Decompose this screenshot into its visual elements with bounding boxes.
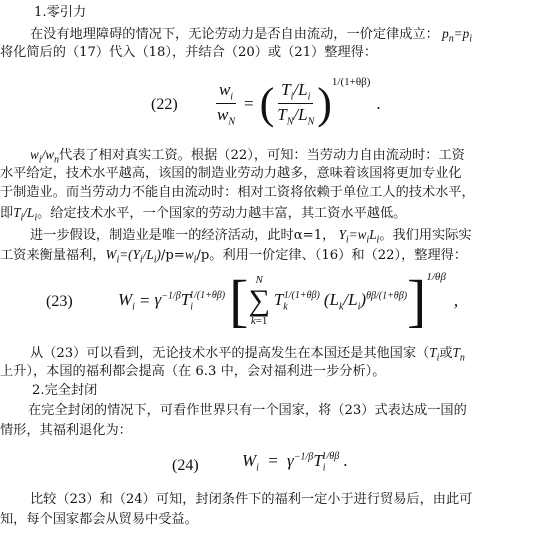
text-span: 从（23）可以看到，无论技术水平的提高发生在本国还是其他国家（ bbox=[30, 346, 430, 361]
math-inline: $T_n$ bbox=[452, 345, 465, 364]
paragraph-line: 知，每个国家都会从贸易中受益。 bbox=[0, 512, 198, 527]
equation-body: $W_i$ = $\gamma^{-1/\beta}T_i^{1/(1+\theta\beta)}$ [ N ∑ k=1 $T_k^{1/(1+\theta\beta)}$ $(L_k/L_i)^{\theta\beta/(1+\theta\beta)}$ ] 1/θβ , bbox=[118, 268, 459, 333]
paragraph-line: 情形，其福利退化为： bbox=[0, 423, 132, 438]
math-inline: $Y_i=w_iL_i$ bbox=[335, 227, 380, 246]
text-span: 或 bbox=[439, 346, 453, 361]
equation-24 bbox=[0, 447, 556, 483]
fraction: $\frac{w_i}{w_N}$ bbox=[217, 80, 236, 128]
text-span: /p= bbox=[160, 248, 185, 263]
math-inline: $W_i=(Y_i/L_i)$ bbox=[105, 247, 161, 266]
text-span: 在没有地理障碍的情况下，无论劳动力是否自由流动，一价定律成立： bbox=[30, 27, 439, 42]
math-inline: $T_i/L_i$ bbox=[13, 205, 38, 224]
paragraph-line bbox=[0, 246, 556, 270]
paragraph-line: 于制造业。而当劳动力不能自由流动时：相对工资将依赖于单位工人的技术水平， bbox=[0, 185, 475, 200]
summation: N ∑ k=1 bbox=[248, 274, 270, 327]
paragraph-line: 比较（23）和（24）可知，封闭条件下的福利一定小于进行贸易后，由此可 bbox=[30, 492, 473, 507]
text-span: /p。利用一价定律、（16）和（22），整理得： bbox=[196, 248, 468, 263]
equation-22 bbox=[0, 76, 556, 140]
paragraph-line: 水平给定，技术水平越高，该国的制造业劳动力越多，意味着该国将更加专业化 bbox=[0, 166, 462, 181]
math-inline: $p_n=p_i$ bbox=[438, 26, 472, 45]
equation-body: $W_i = \gamma^{-1/\beta}T_i^{1/\theta\beta}$ . bbox=[242, 451, 348, 474]
equation-number: (23) bbox=[46, 293, 73, 310]
math-inline: $w_i$ bbox=[184, 247, 197, 266]
paragraph-line: 上升），本国的福利都会提高（在 6.3 中，会对福利进一步分析）。 bbox=[0, 364, 386, 379]
equation-body: $\frac{w_i}{w_N}$ = ( $\frac{T_i/L_i}{T_N/L_N}$ ) 1/(1+θβ) . bbox=[214, 80, 381, 128]
equation-number: (22) bbox=[151, 96, 178, 113]
section-heading-zero-gravity: 1.零引力 bbox=[34, 5, 87, 20]
text-span: 。给定技术水平，一个国家的劳动力越丰富，其工资水平越低。 bbox=[37, 206, 407, 221]
math-inline: $w_i/w_n$ bbox=[30, 147, 60, 166]
paragraph-line: 在完全封闭的情况下，可看作世界只有一个国家，将（23）式表达成一国的 bbox=[28, 403, 467, 418]
section-heading-complete-closure: 2.完全封闭 bbox=[32, 383, 98, 398]
math-inline: $T_i$ bbox=[429, 345, 440, 364]
text-span: 。我们用实际实 bbox=[379, 228, 472, 243]
equation-23 bbox=[0, 270, 556, 338]
paragraph-line: 即$T_i/L_i$。给定技术水平，一个国家的劳动力越丰富，其工资水平越低。 bbox=[0, 205, 407, 224]
paragraph-line: 将化简后的（17）代入（18），并结合（20）或（21）整理得： bbox=[0, 45, 378, 60]
equation-number: (24) bbox=[172, 457, 199, 474]
text-span: 工资来衡量福利， bbox=[0, 248, 106, 263]
fraction: $\frac{T_i/L_i}{T_N/L_N}$ bbox=[277, 80, 315, 128]
text-span: 进一步假设，制造业是唯一的经济活动，此时α=1， bbox=[30, 228, 336, 243]
text-span: 代表了相对真实工资。根据（22），可知：当劳动力自由流动时：工资 bbox=[59, 148, 465, 163]
